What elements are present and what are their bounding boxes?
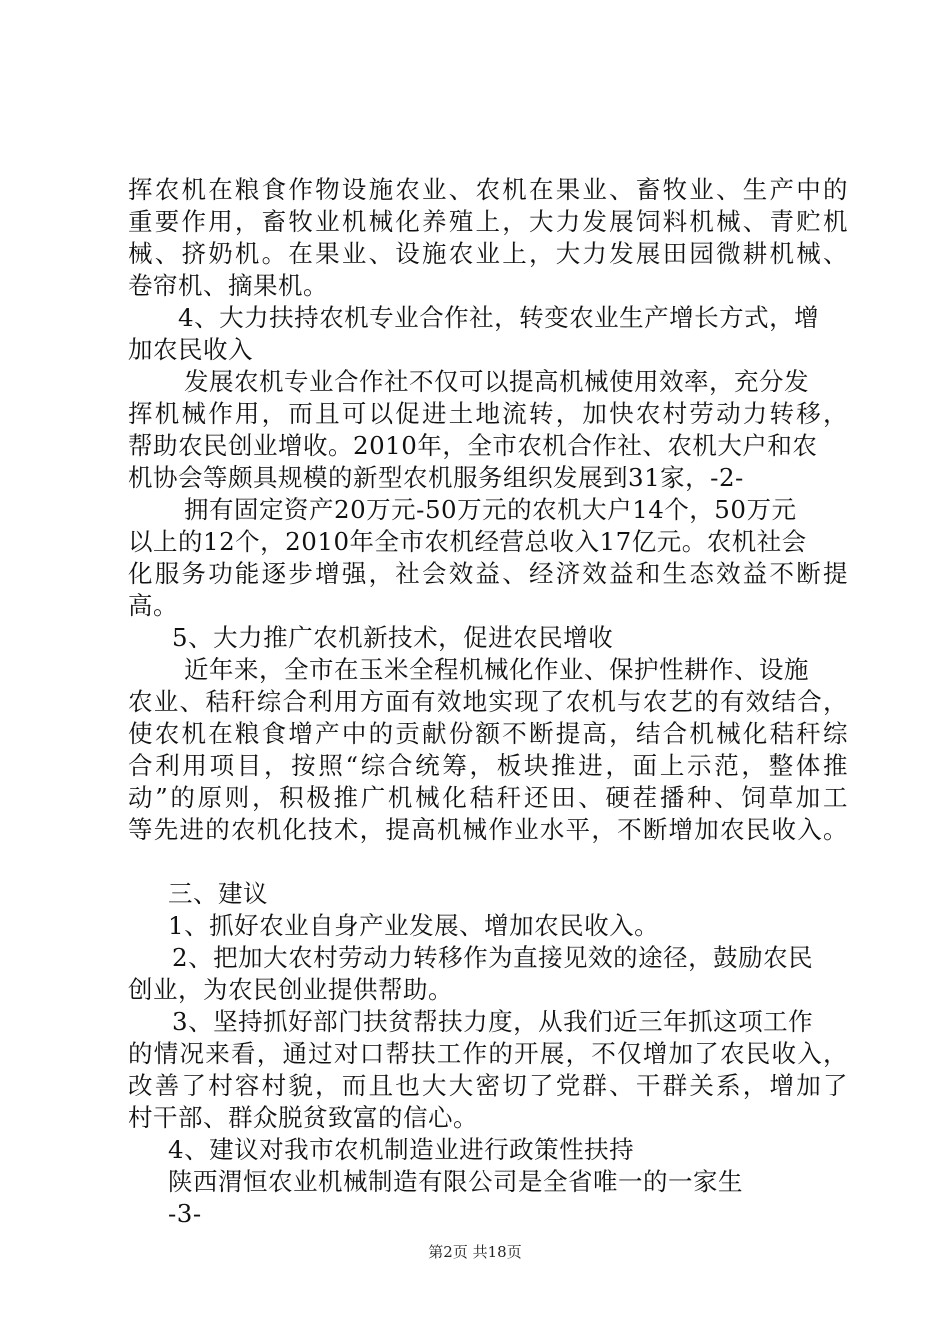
body-text-line: 械、挤奶机。在果业、设施农业上，大力发展田园微耕机械、 [128,239,848,268]
body-text-line: 陕西渭恒农业机械制造有限公司是全省唯一的一家生 [168,1167,743,1196]
body-text-line: 以上的12个，2010年全市农机经营总收入17亿元。农机社会 [128,527,807,556]
suggestion-item-3: 3、坚持抓好部门扶贫帮扶力度，从我们近三年抓这项工作 [172,1007,814,1036]
body-text-line: 农业、秸秆综合利用方面有效地实现了农机与农艺的有效结合， [128,687,848,716]
body-text-line: 合利用项目，按照“综合统筹，板块推进，面上示范，整体推 [128,751,848,780]
body-text-line: 挥机械作用，而且可以促进土地流转，加快农村劳动力转移， [128,399,848,428]
body-text-line: 拥有固定资产20万元-50万元的农机大户14个，50万元 [184,495,797,524]
body-text-line: 高。 [128,591,178,620]
body-text-line: 重要作用，畜牧业机械化养殖上，大力发展饲料机械、青贮机 [128,207,848,236]
suggestion-item-1: 1、抓好农业自身产业发展、增加农民收入。 [168,911,660,940]
page-footer: 第2页 共18页 [428,1243,522,1261]
body-text-line: 使农机在粮食增产中的贡献份额不断提高，结合机械化秸秆综 [128,719,848,748]
body-text-line: 机协会等颇具规模的新型农机服务组织发展到31家，-2- [128,463,744,492]
body-text-line: 等先进的农机化技术，提高机械作业水平，不断增加农民收入。 [128,815,848,844]
body-text-line: 近年来，全市在玉米全程机械化作业、保护性耕作、设施 [184,655,809,684]
body-text-line: 创业，为农民创业提供帮助。 [128,975,453,1004]
section-heading-4-cont: 加农民收入 [128,335,253,364]
body-text-line: 帮助农民创业增收。2010年，全市农机合作社、农机大户和农 [128,431,818,460]
section-heading-4: 4、大力扶持农机专业合作社，转变农业生产增长方式，增 [178,303,820,332]
body-text-line: 村干部、群众脱贫致富的信心。 [128,1103,478,1132]
section-heading-5: 5、大力推广农机新技术，促进农民增收 [172,623,614,652]
body-text-line: 挥农机在粮食作物设施农业、农机在果业、畜牧业、生产中的 [128,175,848,204]
body-text-line: 的情况来看，通过对口帮扶工作的开展，不仅增加了农民收入， [128,1039,848,1068]
body-text-line: 化服务功能逐步增强，社会效益、经济效益和生态效益不断提 [128,559,848,588]
body-text-line: 发展农机专业合作社不仅可以提高机械使用效率，充分发 [184,367,809,396]
body-text-line: 动”的原则，积极推广机械化秸秆还田、硬茬播种、饲草加工 [128,783,848,812]
suggestion-item-2: 2、把加大农村劳动力转移作为直接见效的途径，鼓励农民 [172,943,814,972]
section-heading-suggestions: 三、建议 [168,879,268,908]
suggestion-item-4: 4、建议对我市农机制造业进行政策性扶持 [168,1135,635,1164]
body-text-line: 卷帘机、摘果机。 [128,271,328,300]
inline-page-number: -3- [168,1199,202,1228]
body-text-line: 改善了村容村貌，而且也大大密切了党群、干群关系，增加了 [128,1071,848,1100]
